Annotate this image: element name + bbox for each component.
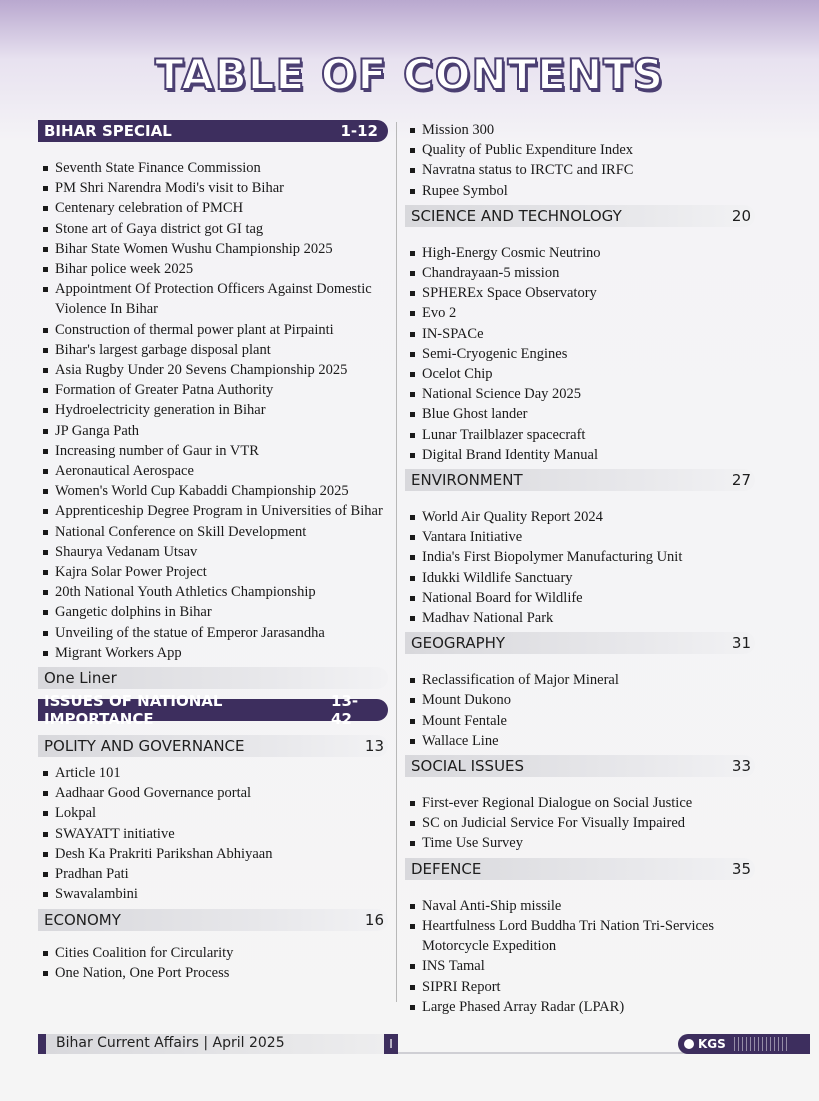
toc-item[interactable]: Reclassification of Major Mineral	[405, 670, 755, 690]
section-title: ENVIRONMENT	[411, 471, 523, 490]
toc-item[interactable]: Rupee Symbol	[405, 181, 755, 201]
section-header-polity[interactable]	[38, 735, 388, 757]
toc-item[interactable]: Lokpal	[38, 803, 388, 823]
toc-item[interactable]: Appointment Of Protection Officers Against Domestic Violence In Bihar	[38, 279, 388, 319]
section-page: 35	[731, 859, 751, 878]
defence-list	[405, 896, 755, 1017]
toc-item[interactable]: Stone art of Gaya district got GI tag	[38, 219, 388, 239]
section-header-geography[interactable]	[405, 632, 755, 654]
toc-item[interactable]: Semi-Cryogenic Engines	[405, 344, 755, 364]
economy-list	[38, 943, 388, 983]
toc-item[interactable]: Heartfulness Lord Buddha Tri Nation Tri-Services Motorcycle Expedition	[405, 916, 755, 956]
polity-list	[38, 763, 388, 904]
section-page: 31	[731, 634, 751, 653]
toc-item[interactable]: National Science Day 2025	[405, 384, 755, 404]
section-page: 16	[364, 910, 384, 929]
toc-item[interactable]: One Nation, One Port Process	[38, 963, 388, 983]
toc-item[interactable]: Large Phased Array Radar (LPAR)	[405, 997, 755, 1017]
section-header-environment[interactable]	[405, 469, 755, 491]
brand-name: KGS	[698, 1037, 726, 1051]
toc-item[interactable]: Mount Dukono	[405, 690, 755, 710]
toc-item[interactable]: SC on Judicial Service For Visually Impaired	[405, 813, 755, 833]
toc-item[interactable]: Lunar Trailblazer spacecraft	[405, 425, 755, 445]
toc-item[interactable]: Shaurya Vedanam Utsav	[38, 542, 388, 562]
section-title: POLITY AND GOVERNANCE	[44, 737, 245, 756]
left-column	[38, 120, 388, 983]
toc-item[interactable]: 20th National Youth Athletics Championship	[38, 582, 388, 602]
section-page: 27	[731, 471, 751, 490]
toc-item[interactable]: SIPRI Report	[405, 977, 755, 997]
toc-item[interactable]: Naval Anti-Ship missile	[405, 896, 755, 916]
toc-item[interactable]: Desh Ka Prakriti Parikshan Abhiyaan	[38, 844, 388, 864]
section-title: One Liner	[44, 669, 117, 688]
column-divider	[396, 122, 397, 1002]
footer-text: Bihar Current Affairs | April 2025	[56, 1035, 285, 1051]
section-title: ISSUES OF NATIONAL IMPORTANCE	[44, 692, 223, 729]
section-header-economy[interactable]	[38, 909, 388, 931]
section-title: ECONOMY	[44, 910, 121, 929]
toc-item[interactable]: Madhav National Park	[405, 608, 755, 628]
toc-item[interactable]: Article 101	[38, 763, 388, 783]
section-header-one-liner[interactable]	[38, 667, 388, 689]
science-list	[405, 243, 755, 465]
toc-item[interactable]: National Board for Wildlife	[405, 588, 755, 608]
toc-item[interactable]: Time Use Survey	[405, 833, 755, 853]
toc-item[interactable]: JP Ganga Path	[38, 421, 388, 441]
toc-item[interactable]: Ocelot Chip	[405, 364, 755, 384]
page-title: TABLE OF CONTENTS	[154, 50, 665, 99]
section-header-bihar-special[interactable]	[38, 120, 388, 142]
footer-rule	[398, 1052, 718, 1054]
toc-item[interactable]: India's First Biopolymer Manufacturing Unit	[405, 547, 755, 567]
geography-list	[405, 670, 755, 751]
toc-item[interactable]: First-ever Regional Dialogue on Social Justice	[405, 793, 755, 813]
toc-item[interactable]: Aeronautical Aerospace	[38, 461, 388, 481]
section-pages: 1-12	[340, 122, 378, 140]
toc-item[interactable]: Unveiling of the statue of Emperor Jarasandha	[38, 623, 388, 643]
toc-item[interactable]: Quality of Public Expenditure Index	[405, 140, 755, 160]
right-column	[405, 120, 755, 1017]
toc-item[interactable]: PM Shri Narendra Modi's visit to Bihar	[38, 178, 388, 198]
section-title: BIHAR SPECIAL	[44, 122, 172, 140]
bihar-special-list	[38, 158, 388, 663]
toc-item[interactable]: Idukki Wildlife Sanctuary	[405, 568, 755, 588]
toc-item[interactable]: Increasing number of Gaur in VTR	[38, 441, 388, 461]
toc-item[interactable]: World Air Quality Report 2024	[405, 507, 755, 527]
toc-item[interactable]: Women's World Cup Kabaddi Championship 2025	[38, 481, 388, 501]
toc-item[interactable]: Blue Ghost lander	[405, 404, 755, 424]
toc-item[interactable]: Hydroelectricity generation in Bihar	[38, 400, 388, 420]
toc-item[interactable]: Evo 2	[405, 303, 755, 323]
toc-item[interactable]: Formation of Greater Patna Authority	[38, 380, 388, 400]
toc-item[interactable]: Cities Coalition for Circularity	[38, 943, 388, 963]
kgs-logo-icon	[684, 1039, 694, 1049]
stripes-decoration	[734, 1037, 790, 1051]
section-header-social-issues[interactable]	[405, 755, 755, 777]
section-header-defence[interactable]	[405, 858, 755, 880]
toc-item[interactable]: Bihar's largest garbage disposal plant	[38, 340, 388, 360]
toc-item[interactable]: INS Tamal	[405, 956, 755, 976]
toc-item[interactable]: SWAYATT initiative	[38, 824, 388, 844]
toc-item[interactable]: Aadhaar Good Governance portal	[38, 783, 388, 803]
toc-item[interactable]: Chandrayaan-5 mission	[405, 263, 755, 283]
section-page: 20	[731, 206, 751, 225]
toc-item[interactable]: Centenary celebration of PMCH	[38, 198, 388, 218]
section-page: 13	[364, 737, 384, 756]
section-title: SOCIAL ISSUES	[411, 757, 525, 776]
toc-item[interactable]: High-Energy Cosmic Neutrino	[405, 243, 755, 263]
social-issues-list	[405, 793, 755, 854]
toc-item[interactable]: Digital Brand Identity Manual	[405, 445, 755, 465]
brand-badge	[678, 1034, 810, 1054]
toc-item[interactable]: Migrant Workers App	[38, 643, 388, 663]
toc-item[interactable]: Swavalambini	[38, 884, 388, 904]
toc-item[interactable]: Wallace Line	[405, 731, 755, 751]
section-page: 33	[731, 757, 751, 776]
section-header-science[interactable]	[405, 205, 755, 227]
toc-item[interactable]: Construction of thermal power plant at Pirpainti	[38, 320, 388, 340]
toc-item[interactable]: Mission 300	[405, 120, 755, 140]
section-pages: 13-42	[331, 692, 359, 729]
toc-item[interactable]: Mount Fentale	[405, 711, 755, 731]
toc-item[interactable]: Seventh State Finance Commission	[38, 158, 388, 178]
toc-item[interactable]: Apprenticeship Degree Program in Universities of Bihar	[38, 501, 388, 521]
toc-item[interactable]: Gangetic dolphins in Bihar	[38, 602, 388, 622]
toc-item[interactable]: Bihar State Women Wushu Championship 2025	[38, 239, 388, 259]
toc-item[interactable]: Asia Rugby Under 20 Sevens Championship 2025	[38, 360, 388, 380]
toc-item[interactable]: SPHEREx Space Observatory	[405, 283, 755, 303]
section-title: SCIENCE AND TECHNOLOGY	[411, 206, 622, 225]
environment-list	[405, 507, 755, 628]
section-title: GEOGRAPHY	[411, 634, 506, 653]
section-title: DEFENCE	[411, 859, 482, 878]
page-number: I	[384, 1034, 398, 1054]
toc-item[interactable]: Bihar police week 2025	[38, 259, 388, 279]
toc-item[interactable]: Vantara Initiative	[405, 527, 755, 547]
toc-item[interactable]: IN-SPACe	[405, 324, 755, 344]
page-footer	[38, 1034, 808, 1054]
economy-continued-list	[405, 120, 755, 201]
toc-item[interactable]: Pradhan Pati	[38, 864, 388, 884]
section-header-national-importance[interactable]	[38, 692, 388, 729]
toc-item[interactable]: Navratna status to IRCTC and IRFC	[405, 160, 755, 180]
toc-item[interactable]: Kajra Solar Power Project	[38, 562, 388, 582]
toc-item[interactable]: National Conference on Skill Development	[38, 522, 388, 542]
